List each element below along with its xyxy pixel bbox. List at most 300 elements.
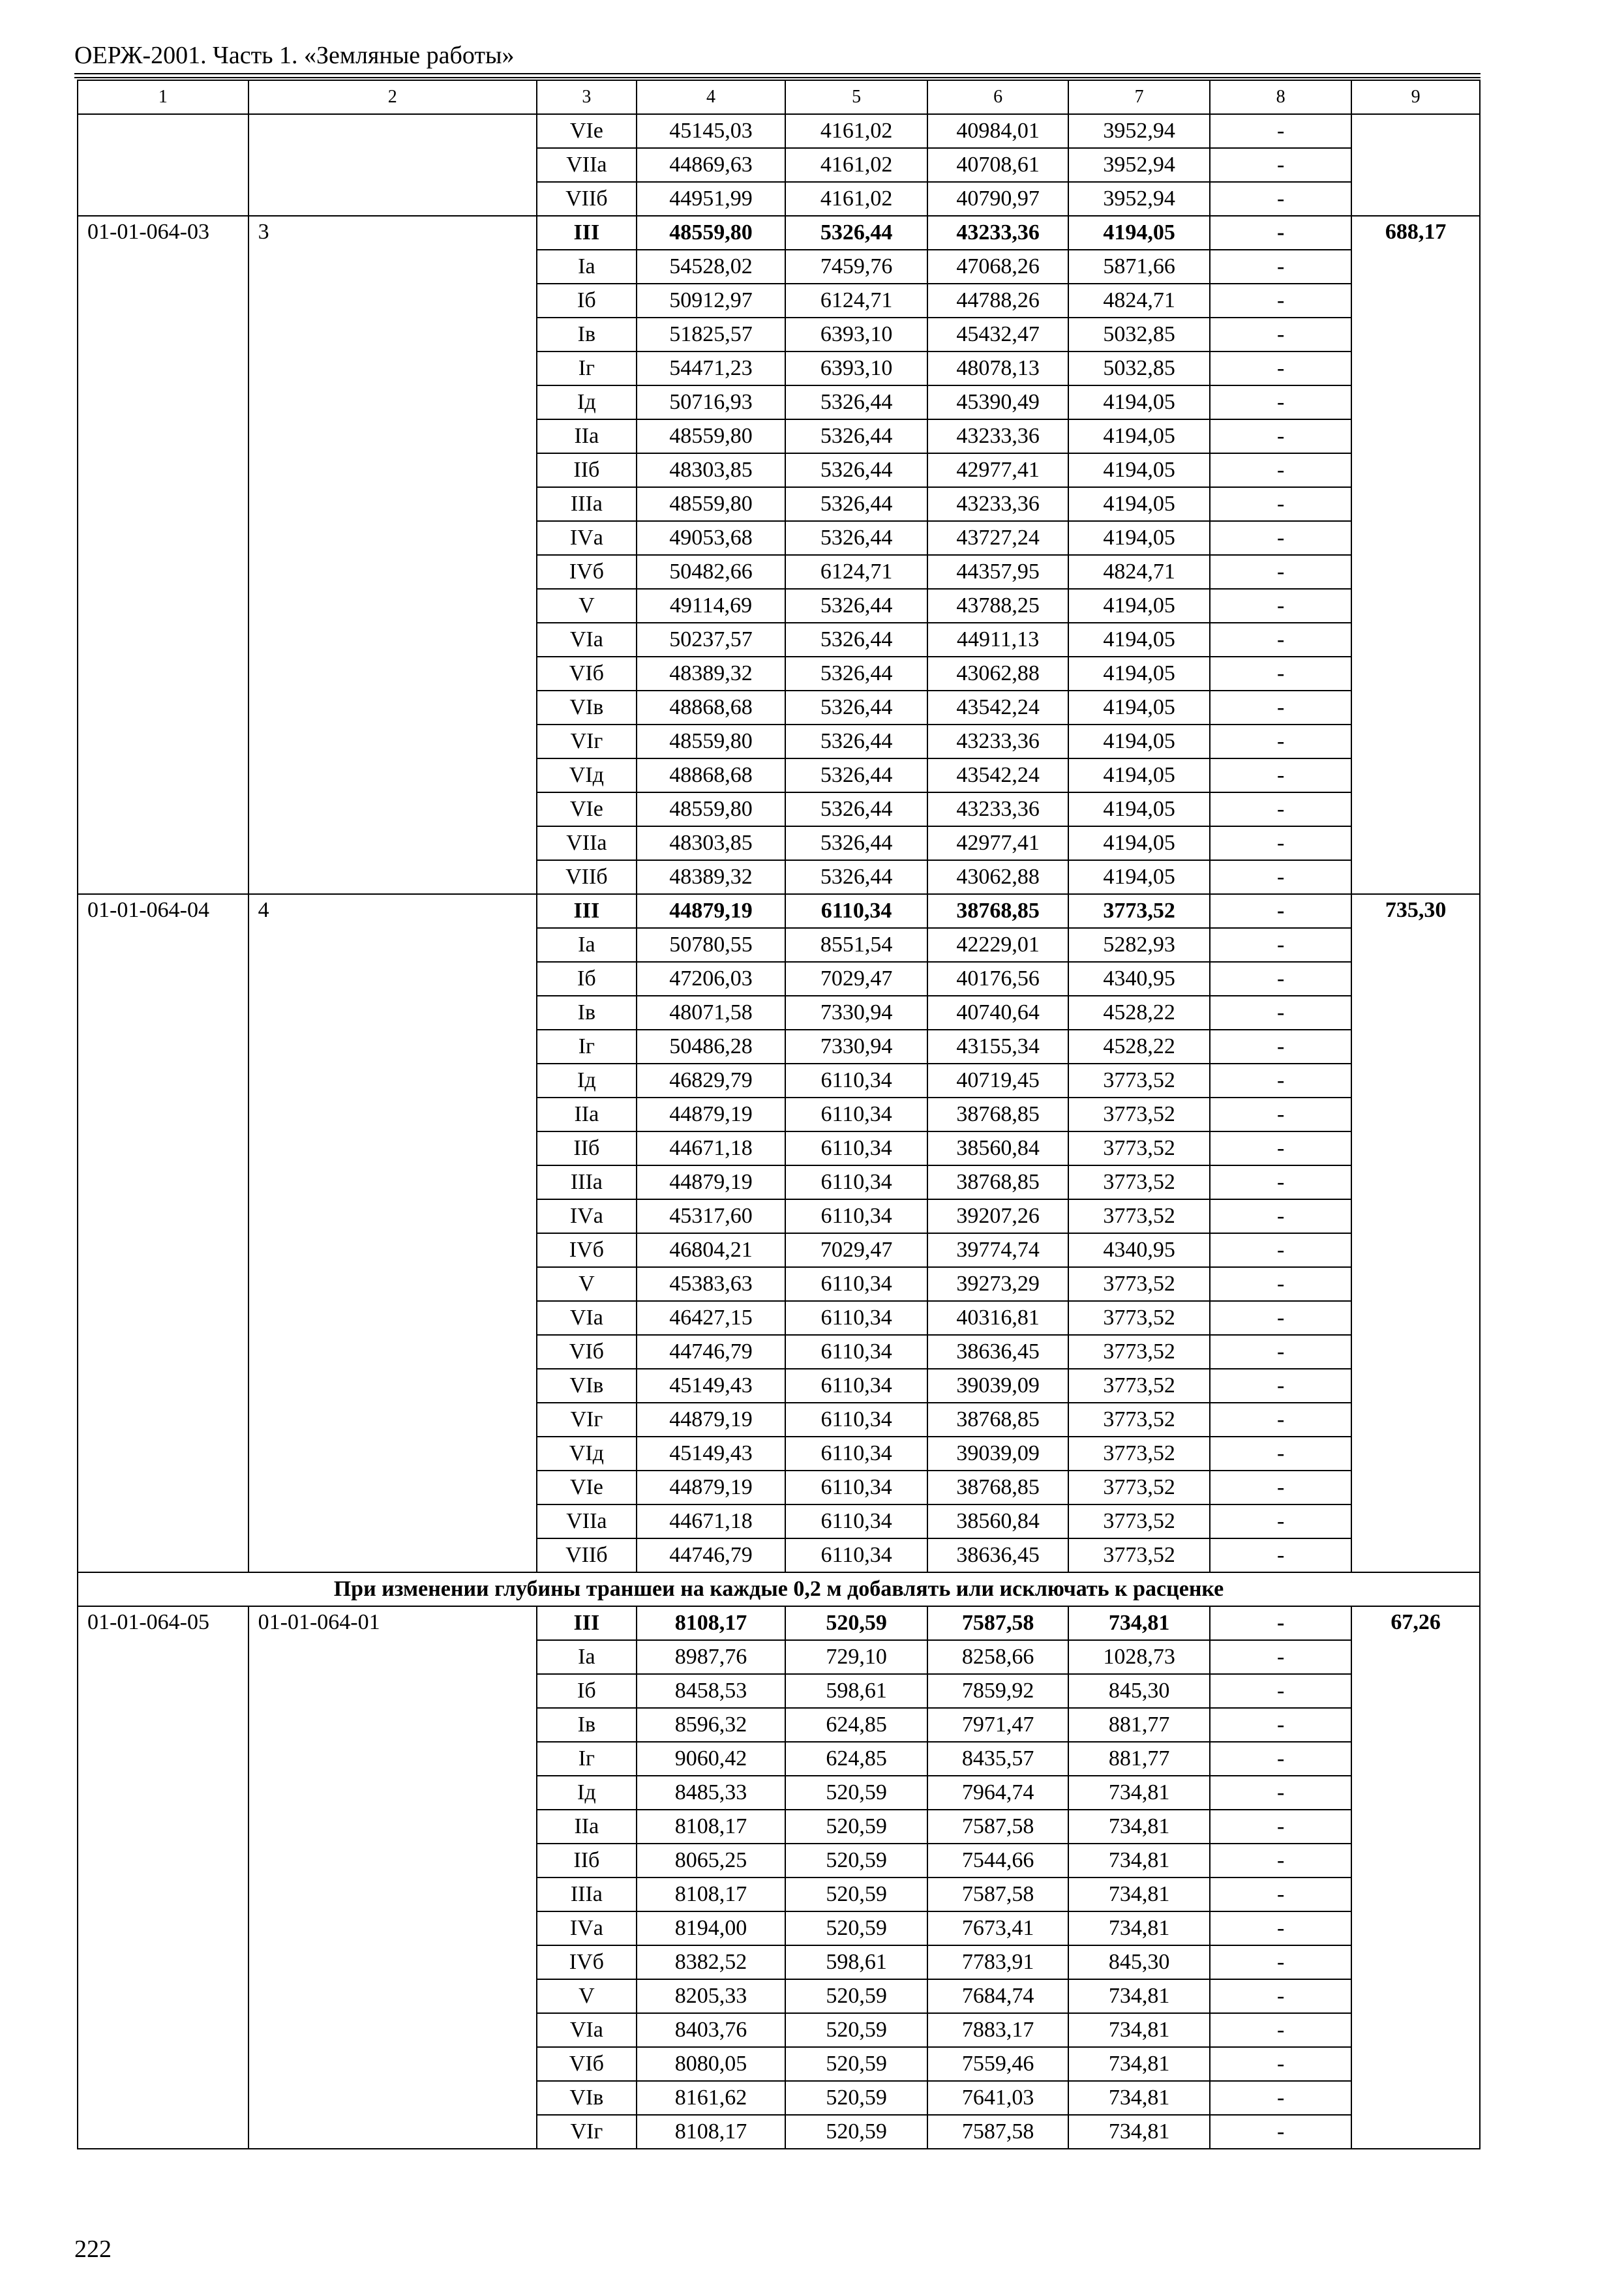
table-cell-col5: 6110,34: [785, 1301, 927, 1335]
table-cell-col4: 44671,18: [637, 1131, 785, 1165]
table-cell-col8: -: [1210, 1878, 1351, 1911]
table-cell-col7: 3773,52: [1068, 1403, 1210, 1437]
table-cell-col8: -: [1210, 521, 1351, 555]
table-cell-col6: 38768,85: [927, 1165, 1068, 1199]
table-cell-col8: -: [1210, 555, 1351, 589]
table-cell-col5: 7330,94: [785, 996, 927, 1030]
table-cell-col8: -: [1210, 385, 1351, 419]
table-cell-col7: 3952,94: [1068, 148, 1210, 182]
table-cell-col4: 48389,32: [637, 860, 785, 894]
table-cell-col3: VIв: [537, 2081, 637, 2115]
table-cell-col3: IIIа: [537, 1165, 637, 1199]
table-cell-col5: 6110,34: [785, 1504, 927, 1538]
table-cell-col8: -: [1210, 114, 1351, 148]
table-cell-col3: III: [537, 1606, 637, 1640]
table-cell-col3: Iб: [537, 962, 637, 996]
table-cell-col3: VIIа: [537, 826, 637, 860]
table-cell-col7: 3773,52: [1068, 1471, 1210, 1504]
rate-column9-cell: 688,17: [1351, 216, 1480, 894]
table-cell-col7: 881,77: [1068, 1742, 1210, 1776]
table-cell-col8: -: [1210, 1064, 1351, 1098]
table-row: [78, 1606, 1480, 1640]
table-cell-col7: 4824,71: [1068, 284, 1210, 318]
table-cell-col7: 4194,05: [1068, 792, 1210, 826]
table-cell-col4: 8161,62: [637, 2081, 785, 2115]
table-cell-col4: 48559,80: [637, 487, 785, 521]
table-cell-col6: 47068,26: [927, 250, 1068, 284]
table-cell-col3: IVа: [537, 1199, 637, 1233]
table-cell-col4: 8080,05: [637, 2047, 785, 2081]
table-cell-col8: -: [1210, 1606, 1351, 1640]
table-cell-col6: 45390,49: [927, 385, 1068, 419]
table-cell-col4: 44879,19: [637, 1165, 785, 1199]
table-cell-col8: -: [1210, 996, 1351, 1030]
table-cell-col8: -: [1210, 1335, 1351, 1369]
table-cell-col7: 4340,95: [1068, 962, 1210, 996]
table-cell-col6: 7587,58: [927, 1878, 1068, 1911]
table-cell-col8: -: [1210, 1844, 1351, 1878]
table-cell-col5: 5326,44: [785, 623, 927, 657]
table-cell-col7: 4194,05: [1068, 453, 1210, 487]
table-cell-col4: 45317,60: [637, 1199, 785, 1233]
table-cell-col8: -: [1210, 657, 1351, 691]
table-cell-col5: 6110,34: [785, 1165, 927, 1199]
table-cell-col5: 6110,34: [785, 1098, 927, 1131]
table-cell-col7: 734,81: [1068, 2081, 1210, 2115]
table-cell-col7: 4194,05: [1068, 623, 1210, 657]
rate-column9-cell: 735,30: [1351, 894, 1480, 1572]
table-cell-col4: 48071,58: [637, 996, 785, 1030]
table-cell-col6: 39039,09: [927, 1437, 1068, 1471]
table-cell-col7: 4194,05: [1068, 419, 1210, 453]
table-cell-col4: 9060,42: [637, 1742, 785, 1776]
table-cell-col4: 54471,23: [637, 352, 785, 385]
table-cell-col4: 44879,19: [637, 1471, 785, 1504]
table-cell-col5: 6110,34: [785, 894, 927, 928]
column-header-5: 5: [785, 80, 927, 114]
table-cell-col7: 3773,52: [1068, 1267, 1210, 1301]
table-cell-col8: -: [1210, 1267, 1351, 1301]
table-cell-col7: 734,81: [1068, 1606, 1210, 1640]
table-cell-col6: 43233,36: [927, 419, 1068, 453]
note-row: [78, 1572, 1480, 1606]
table-cell-col5: 520,59: [785, 2081, 927, 2115]
table-cell-col5: 6110,34: [785, 1267, 927, 1301]
table-cell-col5: 624,85: [785, 1742, 927, 1776]
table-cell-col4: 48303,85: [637, 453, 785, 487]
table-cell-col7: 4194,05: [1068, 758, 1210, 792]
table-cell-col8: -: [1210, 623, 1351, 657]
table-cell-col8: -: [1210, 1199, 1351, 1233]
table-cell-col3: Iд: [537, 1064, 637, 1098]
header-double-rule: [74, 73, 1481, 78]
table-cell-col7: 3773,52: [1068, 1369, 1210, 1403]
table-cell-col5: 6110,34: [785, 1403, 927, 1437]
table-cell-col4: 44746,79: [637, 1335, 785, 1369]
table-cell-col5: 6110,34: [785, 1437, 927, 1471]
table-cell-col8: -: [1210, 2047, 1351, 2081]
table-cell-col6: 7971,47: [927, 1708, 1068, 1742]
table-cell-col4: 46427,15: [637, 1301, 785, 1335]
table-cell-col5: 5326,44: [785, 691, 927, 725]
table-cell-col6: 7544,66: [927, 1844, 1068, 1878]
table-cell-col8: -: [1210, 589, 1351, 623]
table-cell-col8: -: [1210, 1233, 1351, 1267]
table-cell-col4: 48559,80: [637, 792, 785, 826]
table-cell-col7: 4194,05: [1068, 826, 1210, 860]
table-cell-col3: Iа: [537, 1640, 637, 1674]
table-cell-col6: 38768,85: [927, 1471, 1068, 1504]
table-cell-col6: 40719,45: [927, 1064, 1068, 1098]
table-cell-col7: 4194,05: [1068, 725, 1210, 758]
table-cell-col3: VIа: [537, 2013, 637, 2047]
table-cell-col6: 38636,45: [927, 1538, 1068, 1572]
table-cell-col5: 5326,44: [785, 792, 927, 826]
table-cell-col6: 7783,91: [927, 1945, 1068, 1979]
table-cell-col6: 40740,64: [927, 996, 1068, 1030]
table-cell-col5: 4161,02: [785, 148, 927, 182]
table-cell-col5: 520,59: [785, 1979, 927, 2013]
table-cell-col7: 4824,71: [1068, 555, 1210, 589]
table-cell-col6: 42229,01: [927, 928, 1068, 962]
table-cell-col3: VIе: [537, 792, 637, 826]
table-cell-col3: VIIб: [537, 1538, 637, 1572]
table-cell-col3: Iг: [537, 1030, 637, 1064]
table-cell-col3: IIб: [537, 1131, 637, 1165]
table-cell-col5: 7029,47: [785, 962, 927, 996]
table-cell-col6: 40176,56: [927, 962, 1068, 996]
table-cell-col5: 520,59: [785, 1911, 927, 1945]
table-cell-col3: Iв: [537, 318, 637, 352]
table-cell-col8: -: [1210, 962, 1351, 996]
table-cell-col4: 50716,93: [637, 385, 785, 419]
table-cell-col7: 5282,93: [1068, 928, 1210, 962]
table-cell-col3: Iа: [537, 928, 637, 962]
table-cell-col4: 50780,55: [637, 928, 785, 962]
table-cell-col8: -: [1210, 352, 1351, 385]
rate-column2-cell: 01-01-064-01: [248, 1606, 537, 2149]
table-cell-col8: -: [1210, 284, 1351, 318]
table-cell-col3: III: [537, 894, 637, 928]
table-cell-col6: 43155,34: [927, 1030, 1068, 1064]
table-cell-col4: 45149,43: [637, 1437, 785, 1471]
table-cell-col8: -: [1210, 894, 1351, 928]
table-cell-col3: IIб: [537, 1844, 637, 1878]
table-cell-col3: VIд: [537, 1437, 637, 1471]
table-cell-col6: 7587,58: [927, 1810, 1068, 1844]
table-cell-col6: 7587,58: [927, 2115, 1068, 2149]
table-cell-col7: 4194,05: [1068, 521, 1210, 555]
table-cell-col8: -: [1210, 250, 1351, 284]
table-cell-col8: -: [1210, 1030, 1351, 1064]
table-cell-col6: 8435,57: [927, 1742, 1068, 1776]
table-cell-col3: V: [537, 589, 637, 623]
table-cell-col3: IVа: [537, 1911, 637, 1945]
price-table: [77, 80, 1481, 2149]
table-row: [78, 114, 1480, 148]
table-cell-col4: 45145,03: [637, 114, 785, 148]
table-cell-col6: 43233,36: [927, 216, 1068, 250]
table-cell-col5: 6124,71: [785, 555, 927, 589]
table-cell-col8: -: [1210, 1640, 1351, 1674]
table-cell-col6: 43062,88: [927, 860, 1068, 894]
table-cell-col4: 8194,00: [637, 1911, 785, 1945]
table-cell-col3: VIIб: [537, 860, 637, 894]
table-body: [78, 80, 1480, 2149]
table-cell-col3: IVб: [537, 1945, 637, 1979]
table-cell-col3: VIIа: [537, 148, 637, 182]
table-cell-col5: 6110,34: [785, 1064, 927, 1098]
table-cell-col3: VIд: [537, 758, 637, 792]
table-cell-col8: -: [1210, 792, 1351, 826]
table-cell-col3: VIг: [537, 725, 637, 758]
table-cell-col7: 4194,05: [1068, 385, 1210, 419]
table-cell-col3: Iд: [537, 1776, 637, 1810]
table-cell-col3: VIб: [537, 2047, 637, 2081]
table-cell-col6: 40790,97: [927, 182, 1068, 216]
table-cell-col8: -: [1210, 1810, 1351, 1844]
table-cell-col7: 734,81: [1068, 1776, 1210, 1810]
table-cell-col8: -: [1210, 2115, 1351, 2149]
table-cell-col8: -: [1210, 1437, 1351, 1471]
table-cell-col7: 3773,52: [1068, 1199, 1210, 1233]
table-cell-col8: -: [1210, 1165, 1351, 1199]
table-cell-col3: VIа: [537, 623, 637, 657]
table-cell-col6: 43062,88: [927, 657, 1068, 691]
table-cell-col5: 6110,34: [785, 1369, 927, 1403]
table-cell-col6: 40708,61: [927, 148, 1068, 182]
table-cell-col5: 7459,76: [785, 250, 927, 284]
page-number: 222: [74, 2236, 112, 2263]
table-cell-col8: -: [1210, 1301, 1351, 1335]
table-cell-col5: 624,85: [785, 1708, 927, 1742]
table-cell-col7: 4528,22: [1068, 996, 1210, 1030]
table-cell-col8: -: [1210, 1674, 1351, 1708]
section-note: При изменении глубины траншеи на каждые 0,2 м добавлять или исключать к расценке: [78, 1572, 1480, 1606]
table-cell-col3: IVб: [537, 555, 637, 589]
table-cell-col3: VIв: [537, 691, 637, 725]
table-cell-col5: 8551,54: [785, 928, 927, 962]
table-cell-col3: IIа: [537, 1098, 637, 1131]
table-cell-col4: 44951,99: [637, 182, 785, 216]
table-cell-col8: -: [1210, 826, 1351, 860]
table-cell-col7: 3773,52: [1068, 1098, 1210, 1131]
table-cell-col5: 5326,44: [785, 657, 927, 691]
table-cell-col5: 5326,44: [785, 860, 927, 894]
table-cell-col8: -: [1210, 758, 1351, 792]
column-header-4: 4: [637, 80, 785, 114]
table-cell-col5: 520,59: [785, 1844, 927, 1878]
table-cell-col5: 6393,10: [785, 352, 927, 385]
table-cell-col3: VIе: [537, 114, 637, 148]
table-cell-col3: VIб: [537, 657, 637, 691]
table-cell-col4: 54528,02: [637, 250, 785, 284]
table-cell-col5: 5326,44: [785, 725, 927, 758]
column-header-6: 6: [927, 80, 1068, 114]
column-header-7: 7: [1068, 80, 1210, 114]
table-row: [78, 894, 1480, 928]
table-cell-col6: 45432,47: [927, 318, 1068, 352]
table-cell-col8: -: [1210, 1131, 1351, 1165]
table-cell-col3: V: [537, 1267, 637, 1301]
table-cell-col6: 7641,03: [927, 2081, 1068, 2115]
table-cell-col5: 598,61: [785, 1674, 927, 1708]
column-header-row: [78, 80, 1480, 114]
table-cell-col8: -: [1210, 1776, 1351, 1810]
table-cell-col7: 881,77: [1068, 1708, 1210, 1742]
table-cell-col7: 5032,85: [1068, 352, 1210, 385]
table-cell-col4: 8205,33: [637, 1979, 785, 2013]
table-cell-col4: 8108,17: [637, 1878, 785, 1911]
table-cell-col6: 43233,36: [927, 792, 1068, 826]
table-cell-col6: 38636,45: [927, 1335, 1068, 1369]
table-cell-col7: 3773,52: [1068, 1538, 1210, 1572]
table-cell-col6: 39039,09: [927, 1369, 1068, 1403]
table-cell-col4: 50912,97: [637, 284, 785, 318]
rate-code-cell: 01-01-064-04: [78, 894, 248, 1572]
column-header-8: 8: [1210, 80, 1351, 114]
table-cell-col3: V: [537, 1979, 637, 2013]
table-cell-col7: 5871,66: [1068, 250, 1210, 284]
table-cell-col8: -: [1210, 1742, 1351, 1776]
table-cell-col7: 3773,52: [1068, 1131, 1210, 1165]
table-cell-col8: -: [1210, 318, 1351, 352]
table-cell-col6: 44788,26: [927, 284, 1068, 318]
rate-code-cell: 01-01-064-05: [78, 1606, 248, 2149]
table-cell-col7: 4194,05: [1068, 691, 1210, 725]
table-cell-col4: 46804,21: [637, 1233, 785, 1267]
table-cell-col5: 520,59: [785, 1810, 927, 1844]
table-cell-col6: 43727,24: [927, 521, 1068, 555]
table-cell-col8: -: [1210, 1471, 1351, 1504]
table-cell-col5: 520,59: [785, 2047, 927, 2081]
page-header-title: ОЕРЖ-2001. Часть 1. «Земляные работы»: [74, 42, 515, 69]
table-cell-col7: 4194,05: [1068, 216, 1210, 250]
table-cell-col4: 8596,32: [637, 1708, 785, 1742]
column-header-2: 2: [248, 80, 537, 114]
table-cell-col4: 44879,19: [637, 1098, 785, 1131]
table-cell-col8: -: [1210, 1945, 1351, 1979]
table-cell-col4: 50237,57: [637, 623, 785, 657]
table-cell-col8: -: [1210, 2013, 1351, 2047]
table-cell-col4: 44869,63: [637, 148, 785, 182]
table-cell-col6: 8258,66: [927, 1640, 1068, 1674]
table-cell-col3: VIг: [537, 2115, 637, 2149]
table-cell-col7: 3773,52: [1068, 1301, 1210, 1335]
table-cell-col4: 49053,68: [637, 521, 785, 555]
table-cell-col6: 7859,92: [927, 1674, 1068, 1708]
table-cell-col7: 5032,85: [1068, 318, 1210, 352]
table-cell-col6: 38768,85: [927, 1403, 1068, 1437]
table-cell-col7: 3773,52: [1068, 1064, 1210, 1098]
table-cell-col5: 5326,44: [785, 521, 927, 555]
table-cell-col3: VIг: [537, 1403, 637, 1437]
table-cell-col8: -: [1210, 182, 1351, 216]
table-cell-col4: 8108,17: [637, 1606, 785, 1640]
rate-column2-cell: [248, 114, 537, 216]
table-cell-col6: 38768,85: [927, 1098, 1068, 1131]
table-cell-col6: 7587,58: [927, 1606, 1068, 1640]
table-cell-col7: 734,81: [1068, 1810, 1210, 1844]
table-cell-col5: 4161,02: [785, 182, 927, 216]
table-cell-col3: VIIб: [537, 182, 637, 216]
table-cell-col3: IVб: [537, 1233, 637, 1267]
table-cell-col3: Iб: [537, 1674, 637, 1708]
table-cell-col5: 6110,34: [785, 1131, 927, 1165]
column-header-9: 9: [1351, 80, 1480, 114]
table-cell-col6: 48078,13: [927, 352, 1068, 385]
table-cell-col7: 4194,05: [1068, 860, 1210, 894]
table-cell-col7: 845,30: [1068, 1945, 1210, 1979]
rate-code-cell: 01-01-064-03: [78, 216, 248, 894]
table-cell-col6: 42977,41: [927, 453, 1068, 487]
table-cell-col6: 7559,46: [927, 2047, 1068, 2081]
table-cell-col5: 6110,34: [785, 1471, 927, 1504]
table-cell-col4: 8065,25: [637, 1844, 785, 1878]
table-cell-col4: 48303,85: [637, 826, 785, 860]
table-cell-col8: -: [1210, 928, 1351, 962]
table-cell-col4: 47206,03: [637, 962, 785, 996]
table-cell-col4: 8458,53: [637, 1674, 785, 1708]
table-cell-col5: 7029,47: [785, 1233, 927, 1267]
table-cell-col4: 48868,68: [637, 691, 785, 725]
table-cell-col4: 8987,76: [637, 1640, 785, 1674]
table-cell-col5: 5326,44: [785, 826, 927, 860]
table-cell-col5: 520,59: [785, 2013, 927, 2047]
table-cell-col6: 39207,26: [927, 1199, 1068, 1233]
table-cell-col5: 598,61: [785, 1945, 927, 1979]
table-cell-col4: 48559,80: [637, 216, 785, 250]
table-cell-col6: 43233,36: [927, 487, 1068, 521]
table-cell-col3: Iв: [537, 996, 637, 1030]
table-cell-col3: Iг: [537, 1742, 637, 1776]
table-cell-col3: Iв: [537, 1708, 637, 1742]
table-cell-col6: 7964,74: [927, 1776, 1068, 1810]
table-cell-col5: 5326,44: [785, 419, 927, 453]
table-cell-col6: 42977,41: [927, 826, 1068, 860]
table-cell-col3: Iд: [537, 385, 637, 419]
table-cell-col3: Iа: [537, 250, 637, 284]
table-cell-col4: 8108,17: [637, 1810, 785, 1844]
table-cell-col4: 50486,28: [637, 1030, 785, 1064]
table-cell-col8: -: [1210, 1979, 1351, 2013]
table-cell-col6: 7673,41: [927, 1911, 1068, 1945]
column-header-3: 3: [537, 80, 637, 114]
column-header-1: 1: [78, 80, 248, 114]
table-cell-col4: 48868,68: [637, 758, 785, 792]
table-cell-col6: 43542,24: [927, 758, 1068, 792]
table-cell-col4: 44879,19: [637, 894, 785, 928]
table-cell-col4: 44879,19: [637, 1403, 785, 1437]
table-cell-col7: 4194,05: [1068, 589, 1210, 623]
table-cell-col8: -: [1210, 691, 1351, 725]
table-cell-col8: -: [1210, 487, 1351, 521]
table-cell-col3: VIб: [537, 1335, 637, 1369]
table-cell-col5: 729,10: [785, 1640, 927, 1674]
table-cell-col7: 734,81: [1068, 1911, 1210, 1945]
table-cell-col3: IVа: [537, 521, 637, 555]
table-cell-col8: -: [1210, 1369, 1351, 1403]
table-cell-col8: -: [1210, 2081, 1351, 2115]
table-cell-col5: 6110,34: [785, 1538, 927, 1572]
table-cell-col6: 43542,24: [927, 691, 1068, 725]
rate-column2-cell: 4: [248, 894, 537, 1572]
table-cell-col4: 44671,18: [637, 1504, 785, 1538]
table-cell-col7: 734,81: [1068, 2047, 1210, 2081]
table-cell-col4: 46829,79: [637, 1064, 785, 1098]
table-cell-col3: IIIа: [537, 1878, 637, 1911]
table-cell-col4: 8485,33: [637, 1776, 785, 1810]
